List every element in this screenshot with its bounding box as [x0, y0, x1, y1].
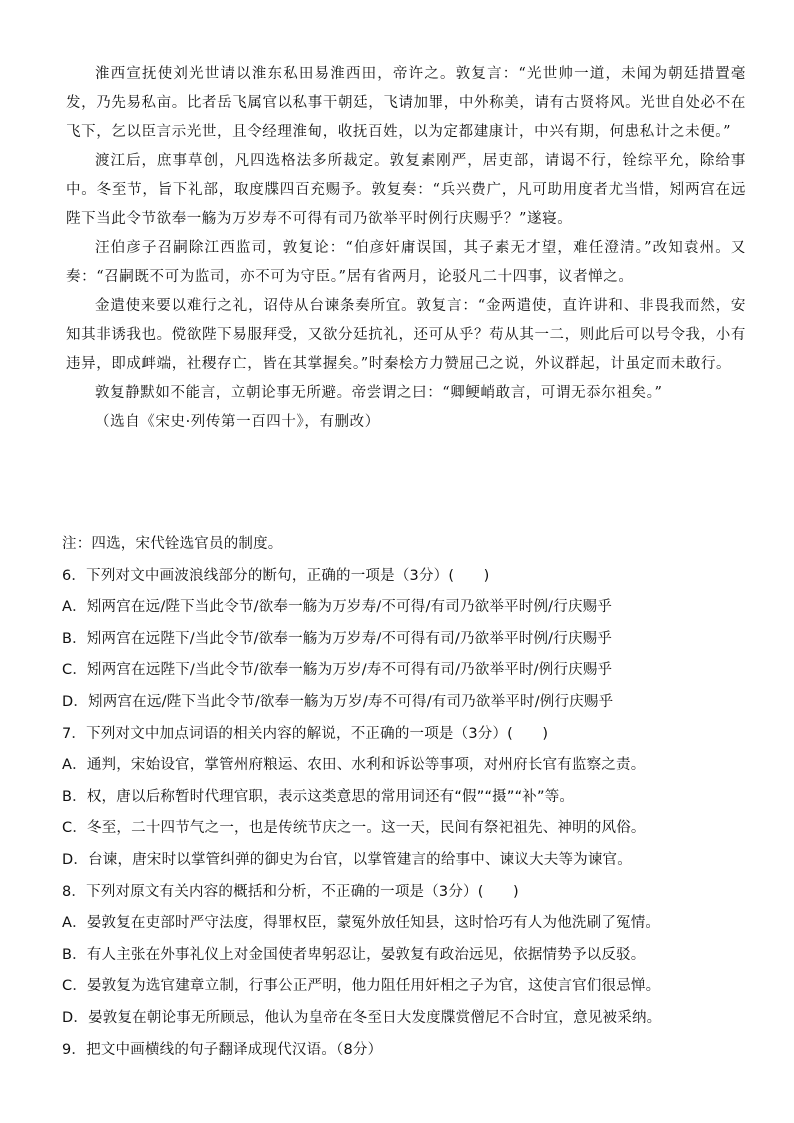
passage-paragraph: 金遣使来要以难行之礼，诏侍从台谏条奏所宜。敦复言：“金两遣使，直许讲和、非畏我而然，安知其非诱我也。傥欲陛下易服拜受，又欲分廷抗礼，还可从乎？苟从其一二，则此后可以号令我，小有违异，即成衅端，社稷存亡，皆在其掌握矣。”时秦桧方力赞屈己之说，外议群起，计虽定而未敢行。 [66, 298, 746, 372]
question-8-stem: 8．下列对原文有关内容的概括和分析，不正确的一项是（3分）( ) [62, 883, 519, 900]
question-7-option-a: A．通判，宋始设官，掌管州府粮运、农田、水利和诉讼等事项，对州府长官有监察之责。 [62, 757, 646, 774]
question-section [62, 529, 752, 1066]
question-9-stem: 9．把文中画横线的句子翻译成现代汉语。（8分） [62, 1041, 383, 1058]
question-8-option-c: C．晏敦复为选官建章立制，行事公正严明，他力阻任用奸相之子为官，这使言官们很忌惮。 [62, 978, 661, 995]
question-7-option-c: C．冬至，二十四节气之一，也是传统节庆之一。这一天，民间有祭祀祖先、神明的风俗。 [62, 820, 646, 837]
question-8-option-a: A．晏敦复在吏部时严守法度，得罪权臣，蒙冤外放任知县，这时恰巧有人为他洗刷了冤情。 [62, 915, 661, 932]
passage-source: （选自《宋史·列传第一百四十》，有删改） [95, 414, 380, 430]
question-7-stem: 7．下列对文中加点词语的相关内容的解说，不正确的一项是（3分）( ) [62, 725, 549, 742]
question-7-option-d: D．台谏，唐宋时以掌管纠弹的御史为台官，以掌管建言的给事中、谏议大夫等为谏官。 [62, 851, 632, 868]
question-6-option-c: C．矧两宫在远陛下/当此令节/欲奉一觞为万岁/寿不可得有司/乃欲举平时/例行庆赐乎 [62, 662, 613, 679]
classical-passage [66, 60, 746, 437]
question-6-option-b: B．矧两宫在远陛下/当此令节/欲奉一觞为万岁寿/不可得有司/乃欲举平时例/行庆赐乎 [62, 630, 613, 647]
passage-paragraph: 渡江后，庶事草创，凡四选格法多所裁定。敦复素刚严，居吏部，请谒不行，铨综平允，除给事中。冬至节，旨下礼部，取度牒四百充赐予。敦复奏：“兵兴费广，凡可助用度者尤当惜，矧两宫在远陛下当此令节欲奉一觞为万岁寿不可得有司乃欲举平时例行庆赐乎？”遂寝。 [66, 153, 746, 227]
footnote: 注：四选，宋代铨选官员的制度。 [62, 536, 283, 552]
question-6-option-d: D．矧两宫在远/陛下当此令节/欲奉一觞为万岁/寿不可得/有司乃欲举平时/例行庆赐乎 [62, 693, 614, 710]
passage-paragraph: 敦复静默如不能言，立朝论事无所避。帝尝谓之曰：“卿鲠峭敢言，可谓无忝尔祖矣。” [95, 385, 663, 401]
passage-paragraph: 淮西宣抚使刘光世请以淮东私田易淮西田，帝许之。敦复言：“光世帅一道，未闻为朝廷措置毫发，乃先易私亩。比者岳飞属官以私事干朝廷，飞请加罪，中外称美，请有古贤将风。光世自处必不在飞下，乞以臣言示光世，且令经理淮甸，收抚百姓，以为定都建康计，中兴有期，何患私计之未便。” [66, 66, 746, 140]
passage-paragraph: 汪伯彦子召嗣除江西监司，敦复论：“伯彦奸庸误国，其子素无才望，难任澄清。”改知袁州。又奏：“召嗣既不可为监司，亦不可为守臣。”居有省两月，论驳凡二十四事，议者惮之。 [66, 240, 746, 285]
question-8-option-d: D．晏敦复在朝论事无所顾忌，他认为皇帝在冬至日大发度牒赏僧尼不合时宜，意见被采纳。 [62, 1009, 662, 1026]
question-6-stem: 6．下列对文中画波浪线部分的断句，正确的一项是（3分）( ) [62, 567, 490, 584]
question-7-option-b: B．权，唐以后称暂时代理官职，表示这类意思的常用词还有“假”“摄”“补”等。 [62, 788, 575, 805]
question-6-option-a: A．矧两宫在远/陛下当此令节/欲奉一觞为万岁寿/不可得/有司乃欲举平时例/行庆赐乎 [62, 599, 613, 616]
question-8-option-b: B．有人主张在外事礼仪上对金国使者卑躬忍让，晏敦复有政治远见，依据情势予以反驳。 [62, 946, 646, 963]
